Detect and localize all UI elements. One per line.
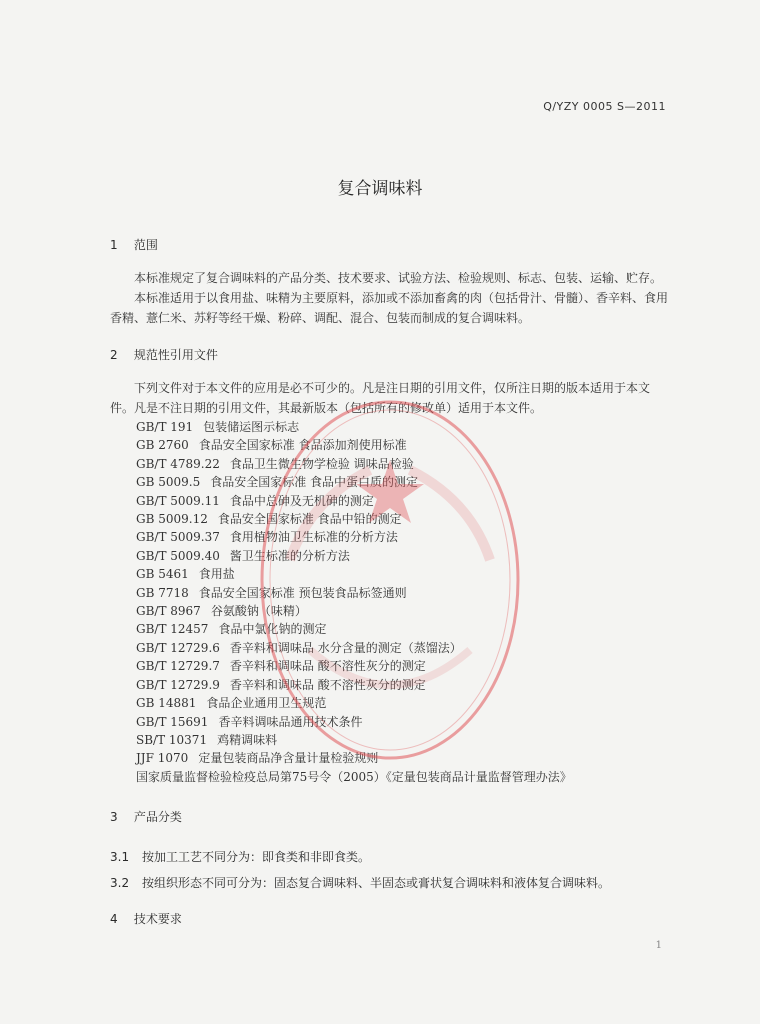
reference-item: GB/T 12729.7 香辛料和调味品 酸不溶性灰分的测定 [136,659,426,674]
reference-item: GB 14881 食品企业通用卫生规范 [136,696,327,711]
page-number: 1 [655,940,662,951]
section-number: 3 [110,810,118,824]
reference-item: GB 2760 食品安全国家标准 食品添加剂使用标准 [136,438,407,453]
classification-item: 3.2 按组织形态不同可分为：固态复合调味料、半固态或膏状复合调味料和液体复合调味料。 [110,876,611,890]
reference-list [136,418,572,786]
section-title: 规范性引用文件 [133,348,218,362]
reference-item: SB/T 10371 鸡精调味料 [136,732,278,747]
section-title: 范围 [133,238,158,252]
scope-paragraph-1: 本标准规定了复合调味料的产品分类、技术要求、试验方法、检验规则、标志、包装、运输、贮存。 [134,271,663,285]
reference-item: GB 5009.5 食品安全国家标准 食品中蛋白质的测定 [136,475,419,490]
reference-item: GB/T 12457 食品中氯化钠的测定 [136,622,327,637]
reference-item: GB/T 5009.40 酱卫生标准的分析方法 [136,548,350,563]
section-heading-scope [110,236,158,253]
section-number: 1 [110,238,118,252]
reference-item: GB/T 15691 香辛料调味品通用技术条件 [136,714,363,729]
reference-item: JJF 1070 定量包装商品净含量计量检验规则 [136,751,379,766]
section-heading-technical-requirements [110,910,182,927]
section-heading-references [110,346,218,363]
section-title: 技术要求 [133,912,182,926]
document-code: Q/YZY 0005 S—2011 [543,100,666,113]
reference-item: GB/T 191 包装储运图示标志 [136,420,300,434]
reference-item: GB 5461 食用盐 [136,567,235,582]
section-number: 2 [110,348,118,362]
reference-item: GB/T 12729.9 香辛料和调味品 酸不溶性灰分的测定 [136,677,426,692]
reference-item: GB/T 5009.37 食用植物油卫生标准的分析方法 [136,530,398,545]
classification-item: 3.1 按加工工艺不同分为：即食类和非即食类。 [110,850,371,864]
section-number: 4 [110,912,118,926]
reference-item: 国家质量监督检验检疫总局第75号令（2005）《定量包装商品计量监督管理办法》 [136,769,572,784]
reference-item: GB 7718 食品安全国家标准 预包装食品标签通则 [136,585,407,600]
reference-item: GB/T 4789.22 食品卫生微生物学检验 调味品检验 [136,456,414,471]
reference-item: GB/T 5009.11 食品中总砷及无机砷的测定 [136,493,374,508]
reference-item: GB 5009.12 食品安全国家标准 食品中铅的测定 [136,512,402,527]
section-title: 产品分类 [133,810,182,824]
scope-paragraph-2: 本标准适用于以食用盐、味精为主要原料，添加或不添加畜禽的肉（包括骨汁、骨髓）、香辛料、食用香精、薏仁米、苏籽等经干燥、粉碎、调配、混合、包装而制成的复合调味料。 [110,291,669,325]
reference-item: GB/T 12729.6 香辛料和调味品 水分含量的测定（蒸馏法） [136,640,462,655]
document-title: 复合调味料 [337,179,423,199]
section-heading-classification [110,808,182,825]
references-intro: 下列文件对于本文件的应用是必不可少的。凡是注日期的引用文件，仅所注日期的版本适用于本文件。凡是不注日期的引用文件，其最新版本（包括所有的修改单）适用于本文件。 [110,381,651,415]
reference-item: GB/T 8967 谷氨酸钠（味精） [136,604,307,619]
